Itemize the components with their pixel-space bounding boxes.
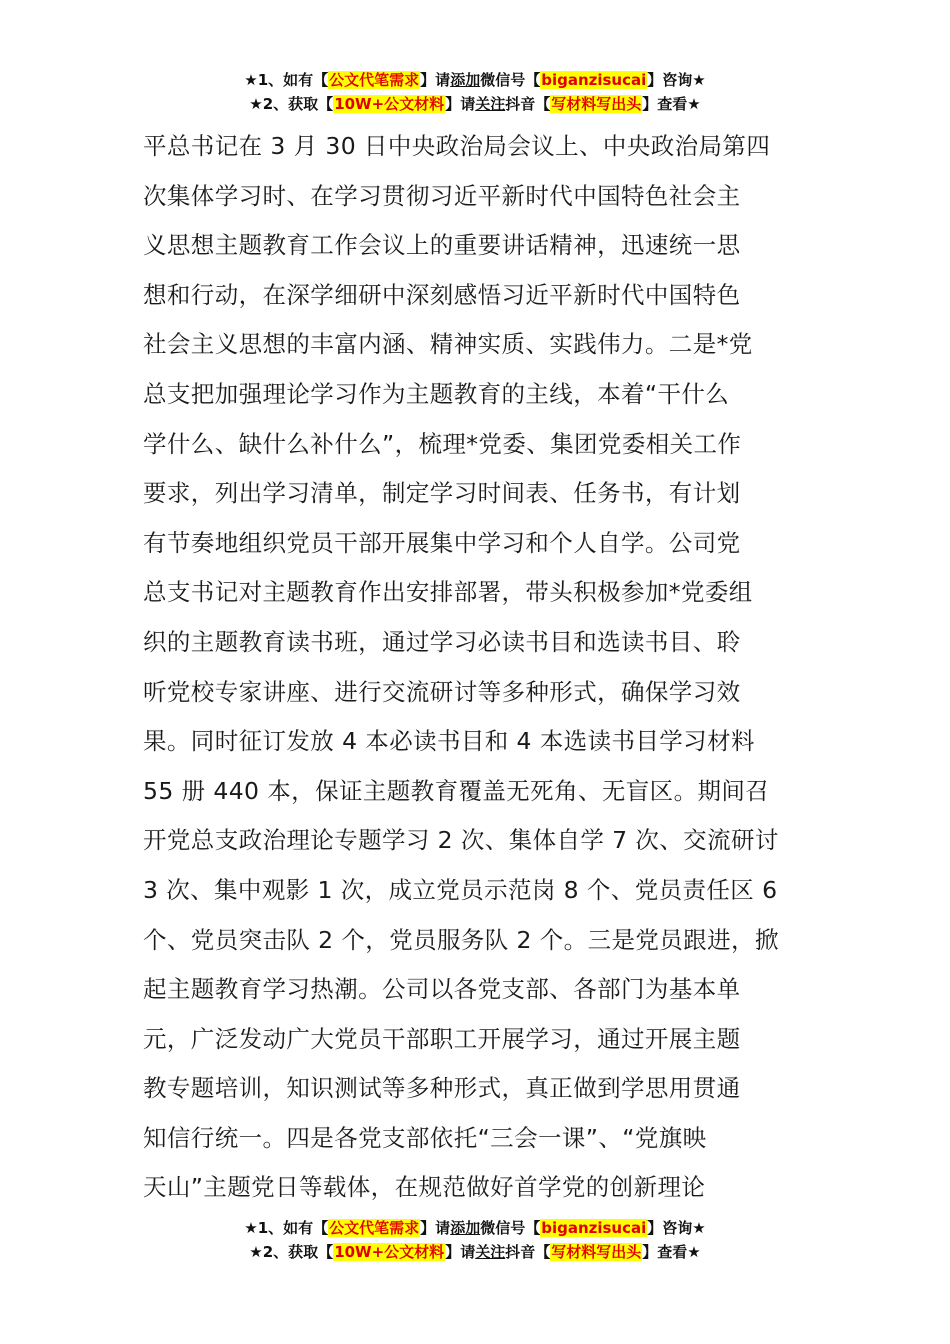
header-line-2-prefix: ★2、获取【	[249, 95, 334, 113]
footer-line-2-text-2: 抖音【	[505, 1243, 551, 1261]
footer-line-1-text-2: 微信号【	[480, 1219, 541, 1237]
header-line-2-text: 】请	[445, 95, 476, 113]
body-text-line: 听党校专家讲座、进行交流研讨等多种形式，确保学习效	[143, 677, 741, 706]
header-line-1-underlined: 添加	[450, 71, 481, 89]
body-text-line: 教专题培训，知识测试等多种形式，真正做到学思用贯通	[143, 1074, 741, 1103]
header-line-2-underlined: 关注	[475, 95, 506, 113]
header-line-1-prefix: ★1、如有【	[244, 71, 329, 89]
footer-highlight-materials: 10W+公文材料	[334, 1243, 445, 1261]
body-text-line: 有节奏地组织党员干部开展集中学习和个人自学。公司党	[143, 528, 741, 557]
body-text-line: 学什么、缺什么补什么”，梳理*党委、集团党委相关工作	[143, 429, 742, 458]
header-banner	[0, 68, 950, 116]
body-text-line: 义思想主题教育工作会议上的重要讲话精神，迅速统一思	[143, 231, 741, 260]
footer-line-2-prefix: ★2、获取【	[249, 1243, 334, 1261]
footer-line-1	[0, 1216, 950, 1240]
footer-line-2	[0, 1240, 950, 1264]
body-text-line: 要求，列出学习清单，制定学习时间表、任务书，有计划	[143, 479, 741, 508]
document-body	[143, 122, 809, 1213]
header-line-1-text: 】请	[420, 71, 451, 89]
body-text-line: 社会主义思想的丰富内涵、精神实质、实践伟力。二是*党	[143, 330, 753, 359]
body-text-line: 天山”主题党日等载体，在规范做好首学党的创新理论	[143, 1173, 706, 1202]
header-line-1-suffix: 】咨询★	[647, 71, 706, 89]
body-text-line: 知信行统一。四是各党支部依托“三会一课”、“党旗映	[143, 1123, 707, 1152]
footer-line-2-underlined: 关注	[475, 1243, 506, 1261]
body-text-line: 开党总支政治理论专题学习 2 次、集体自学 7 次、交流研讨	[143, 826, 779, 855]
body-text-line: 果。同时征订发放 4 本必读书目和 4 本选读书目学习材料	[143, 727, 755, 756]
footer-highlight-douyin-account: 写材料写出头	[551, 1243, 642, 1261]
header-line-2	[0, 92, 950, 116]
footer-line-2-text: 】请	[445, 1243, 476, 1261]
body-text-line: 3 次、集中观影 1 次，成立党员示范岗 8 个、党员责任区 6	[143, 875, 778, 904]
header-highlight-service: 公文代笔需求	[329, 71, 420, 89]
header-highlight-materials: 10W+公文材料	[334, 95, 445, 113]
body-text-line: 总支书记对主题教育作出安排部署，带头积极参加*党委组	[143, 578, 753, 607]
footer-line-2-suffix: 】查看★	[642, 1243, 701, 1261]
footer-line-1-text: 】请	[420, 1219, 451, 1237]
header-line-1-text-2: 微信号【	[480, 71, 541, 89]
footer-banner	[0, 1216, 950, 1264]
header-line-2-text-2: 抖音【	[505, 95, 551, 113]
footer-highlight-service: 公文代笔需求	[329, 1219, 420, 1237]
body-text-line: 总支把加强理论学习作为主题教育的主线，本着“干什么	[143, 379, 730, 408]
body-text-line: 平总书记在 3 月 30 日中央政治局会议上、中央政治局第四	[143, 132, 771, 160]
footer-line-1-prefix: ★1、如有【	[244, 1219, 329, 1237]
footer-highlight-wechat-id: biganzisucai	[541, 1219, 647, 1237]
body-text-line: 元，广泛发动广大党员干部职工开展学习，通过开展主题	[143, 1024, 741, 1053]
footer-line-1-underlined: 添加	[450, 1219, 481, 1237]
body-text-line: 次集体学习时、在学习贯彻习近平新时代中国特色社会主	[143, 181, 741, 210]
header-line-1	[0, 68, 950, 92]
body-text-line: 起主题教育学习热潮。公司以各党支部、各部门为基本单	[143, 975, 741, 1004]
header-highlight-douyin-account: 写材料写出头	[551, 95, 642, 113]
body-text-line: 想和行动，在深学细研中深刻感悟习近平新时代中国特色	[143, 280, 741, 309]
footer-line-1-suffix: 】咨询★	[647, 1219, 706, 1237]
body-text-line: 55 册 440 本，保证主题教育覆盖无死角、无盲区。期间召	[143, 776, 770, 805]
body-text-line: 个、党员突击队 2 个，党员服务队 2 个。三是党员跟进，掀	[143, 925, 779, 954]
body-text-line: 织的主题教育读书班，通过学习必读书目和选读书目、聆	[143, 627, 741, 656]
header-line-2-suffix: 】查看★	[642, 95, 701, 113]
header-highlight-wechat-id: biganzisucai	[541, 71, 647, 89]
